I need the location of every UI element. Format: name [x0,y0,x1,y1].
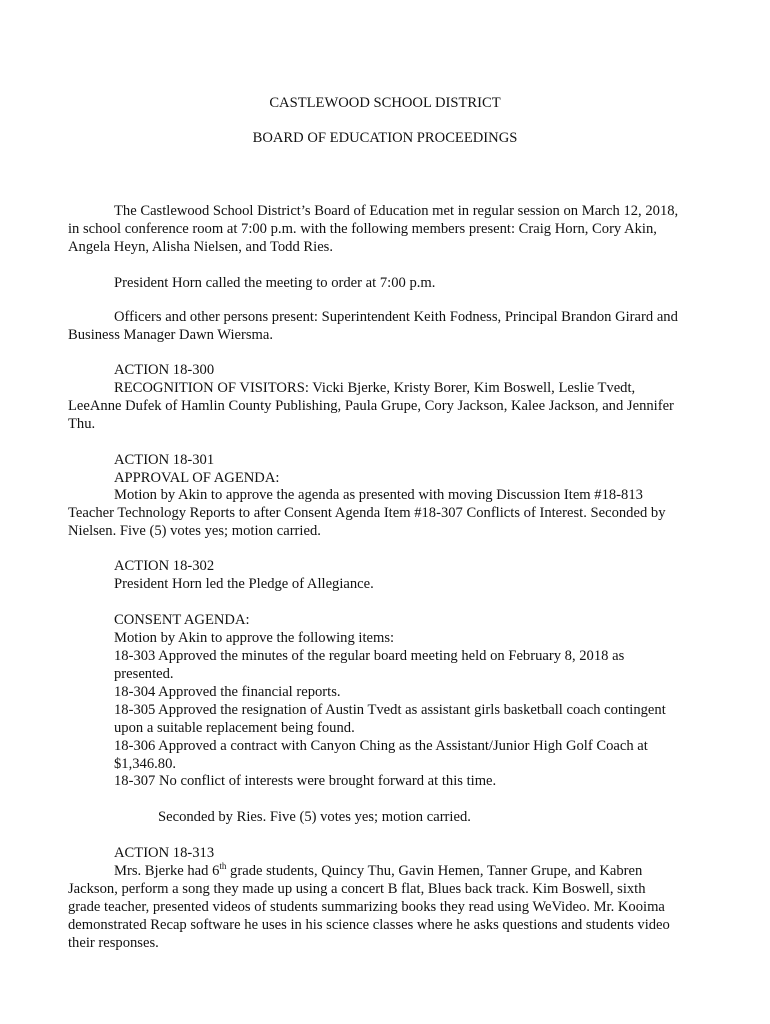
consent-item: 18-307 No conflict of interests were brought forward at this time. [114,773,497,789]
visitors-line: Thu. [68,416,96,432]
presentation-line [114,863,642,880]
presentation-line: Jackson, perform a song they made up using a concert B flat, Blues back track. Kim Boswell, sixth [68,881,646,897]
consent-motion: Motion by Akin to approve the following items: [114,630,395,646]
officers-line: Business Manager Dawn Wiersma. [68,327,274,343]
intro-line: The Castlewood School District’s Board of Education met in regular session on March 12, 2018, [114,203,679,219]
action-number: ACTION 18-300 [114,362,215,378]
consent-item: 18-303 Approved the minutes of the regular board meeting held on February 8, 2018 as [114,648,625,664]
presentation-line: grade teacher, presented videos of students summarizing books they read using WeVideo. Mr. Kooima [68,899,665,915]
intro-line: Angela Heyn, Alisha Nielsen, and Todd Ries. [68,239,334,255]
consent-item: presented. [114,666,174,682]
action-number: ACTION 18-313 [114,845,215,861]
presentation-text: grade students, Quincy Thu, Gavin Hemen, Tanner Grupe, and Kabren [226,863,643,879]
agenda-heading: APPROVAL OF AGENDA: [114,470,280,486]
proceedings-title: BOARD OF EDUCATION PROCEEDINGS [252,130,518,146]
presentation-line: their responses. [68,935,159,951]
consent-item: 18-306 Approved a contract with Canyon Ching as the Assistant/Junior High Golf Coach at [114,738,648,754]
pledge-line: President Horn led the Pledge of Allegiance. [114,576,374,592]
officers-line: Officers and other persons present: Superintendent Keith Fodness, Principal Brandon Girard and [114,309,678,325]
consent-item: 18-305 Approved the resignation of Austin Tvedt as assistant girls basketball coach contingent [114,702,666,718]
visitors-line: RECOGNITION OF VISITORS: Vicki Bjerke, Kristy Borer, Kim Boswell, Leslie Tvedt, [114,380,636,396]
agenda-line: Nielsen. Five (5) votes yes; motion carried. [68,523,321,539]
consent-seconded: Seconded by Ries. Five (5) votes yes; motion carried. [158,809,471,825]
intro-line: in school conference room at 7:00 p.m. with the following members present: Craig Horn, Cory Akin, [68,221,657,237]
call-to-order: President Horn called the meeting to order at 7:00 p.m. [114,275,436,291]
consent-item: 18-304 Approved the financial reports. [114,684,341,700]
consent-item: upon a suitable replacement being found. [114,720,355,736]
agenda-line: Motion by Akin to approve the agenda as presented with moving Discussion Item #18-813 [114,487,643,503]
agenda-line: Teacher Technology Reports to after Consent Agenda Item #18-307 Conflicts of Interest. Seconded by [68,505,666,521]
presentation-text: Mrs. Bjerke had 6 [114,863,220,879]
action-number: ACTION 18-302 [114,558,215,574]
consent-item: $1,346.80. [114,756,177,772]
district-title: CASTLEWOOD SCHOOL DISTRICT [269,95,501,111]
consent-heading: CONSENT AGENDA: [114,612,250,628]
visitors-line: LeeAnne Dufek of Hamlin County Publishing, Paula Grupe, Cory Jackson, Kalee Jackson, and Jennifer [68,398,674,414]
ordinal-suffix: th [219,861,227,872]
action-number: ACTION 18-301 [114,452,215,468]
presentation-line: demonstrated Recap software he uses in his science classes where he asks questions and students video [68,917,670,933]
